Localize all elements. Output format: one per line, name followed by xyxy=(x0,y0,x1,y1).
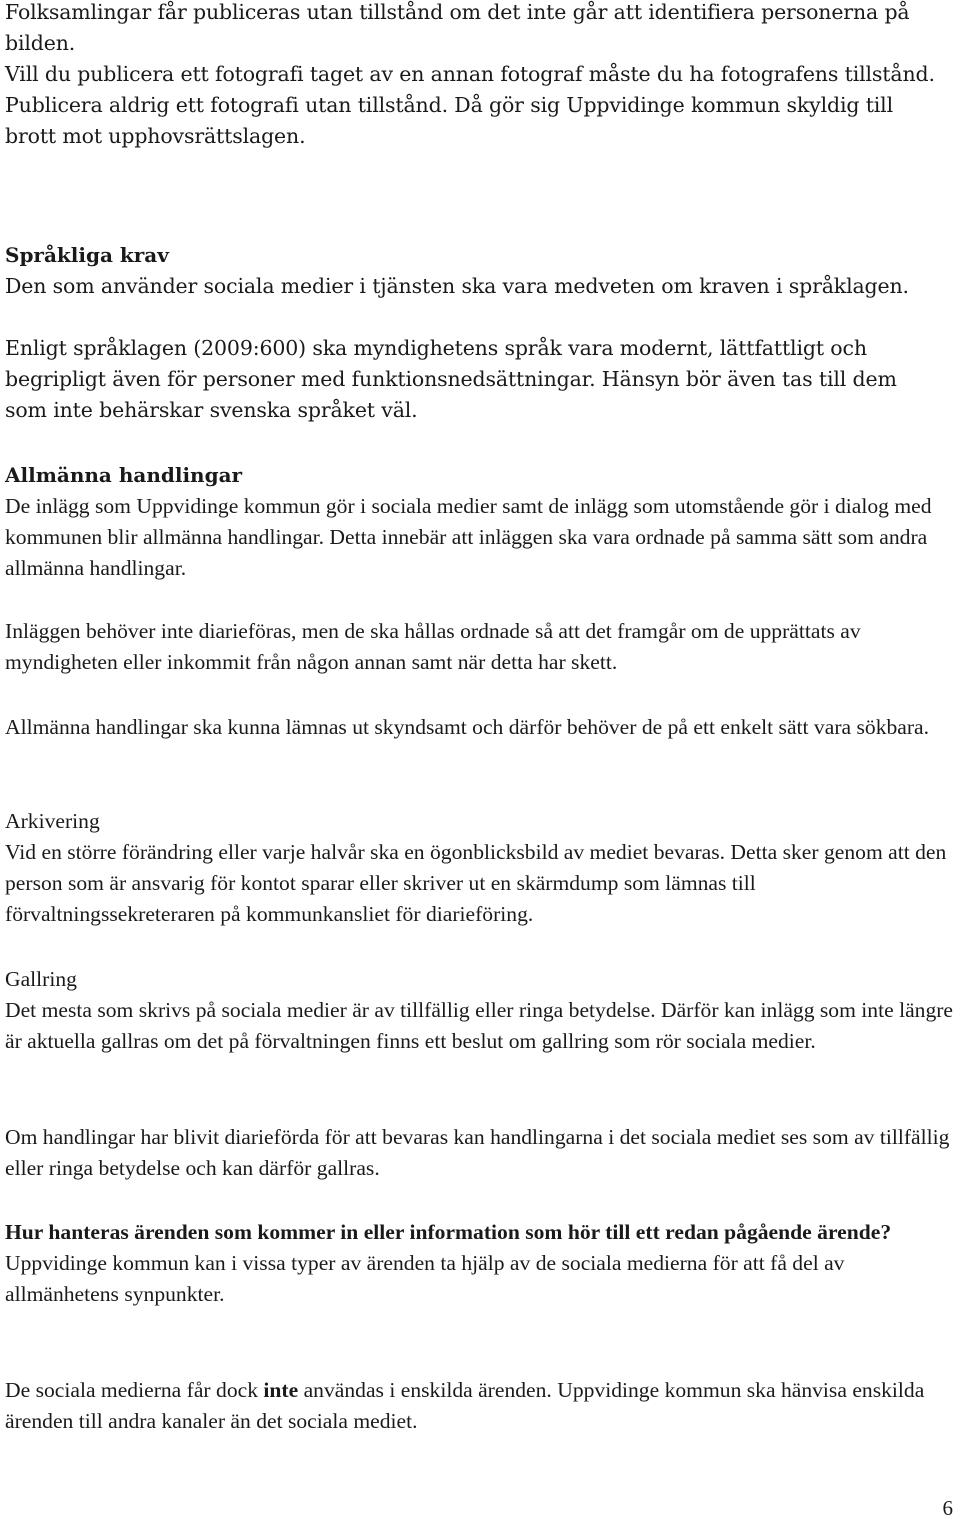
section-arenden xyxy=(5,1217,940,1310)
heading-arenden: Hur hanteras ärenden som kommer in eller information som hör till ett redan pågående ärende? xyxy=(5,1220,892,1244)
emphasis-inte: inte xyxy=(263,1378,299,1402)
paragraph-arenden-1: Uppvidinge kommun kan i vissa typer av ärenden ta hjälp av de sociala medierna för att få del av allmänhetens synpunkter. xyxy=(5,1251,845,1306)
heading-allmanna-handlingar: Allmänna handlingar xyxy=(5,463,243,487)
paragraph-sprakliga-krav-1: Den som använder sociala medier i tjänsten ska vara medveten om kraven i språklagen. xyxy=(5,274,909,298)
paragraph-arenden-2 xyxy=(5,1375,940,1437)
page-number: 6 xyxy=(942,1496,953,1520)
paragraph-allmanna-handlingar-2: Inläggen behöver inte diarieföras, men de ska hållas ordnade så att det framgår om de upprättats av myndigheten eller inkommit från någon annan samt när detta har skett. xyxy=(5,619,861,674)
heading-arkivering: Arkivering xyxy=(5,809,100,833)
section-gallring xyxy=(5,964,960,1057)
paragraph-fotografi: Vill du publicera ett fotografi taget av en annan fotograf måste du ha fotografens tillstånd. Publicera aldrig ett fotografi utan tillstånd. Då gör sig Uppvidinge kommun skyldig till brott mot upphovsrättslagen. xyxy=(5,62,935,148)
section-allmanna-handlingar xyxy=(5,460,955,584)
paragraph-folksamlingar: Folksamlingar får publiceras utan tillstånd om det inte går att identifiera personerna på bilden. xyxy=(5,0,910,55)
heading-sprakliga-krav: Språkliga krav xyxy=(5,243,169,267)
paragraph-arkivering: Vid en större förändring eller varje halvår ska en ögonblicksbild av mediet bevaras. Detta sker genom att den person som är ansvarig för kontot sparar eller skriver ut en skärmdump som lämnas till förvaltningssekreteraren på kommunkansliet för diarieföring. xyxy=(5,840,947,926)
section-sprakliga-krav xyxy=(5,240,955,302)
paragraph-allmanna-handlingar-1: De inlägg som Uppvidinge kommun gör i sociala medier samt de inlägg som utomstående gör i dialog med kommunen blir allmänna handlingar. Detta innebär att inläggen ska vara ordnade på samma sätt som andra allmänna handlingar. xyxy=(5,494,932,580)
paragraph-sprakliga-krav-2: Enligt språklagen (2009:600) ska myndighetens språk vara modernt, lättfattligt och begripligt även för personer med funktionsnedsättningar. Hänsyn bör även tas till dem som inte behärskar svenska språket väl. xyxy=(5,336,897,422)
paragraph-arenden-2-end: användas i enskilda ärenden. Uppvidinge kommun ska hänvisa enskilda ärenden till andra kanaler än det sociala mediet. xyxy=(5,1378,925,1433)
paragraph-arenden-2-start: De sociala medierna får dock xyxy=(5,1378,264,1402)
paragraph-gallring-1: Det mesta som skrivs på sociala medier är av tillfällig eller ringa betydelse. Därför kan inlägg som inte längre är aktuella gallras om det på förvaltningen finns ett beslut om gallring som rör sociala medier. xyxy=(5,998,954,1053)
section-arkivering xyxy=(5,806,955,930)
paragraph-allmanna-handlingar-3: Allmänna handlingar ska kunna lämnas ut skyndsamt och därför behöver de på ett enkelt sätt vara sökbara. xyxy=(5,715,930,739)
heading-gallring: Gallring xyxy=(5,967,77,991)
paragraph-gallring-2: Om handlingar har blivit diarieförda för att bevaras kan handlingarna i det sociala mediet ses som av tillfällig eller ringa betydelse och kan därför gallras. xyxy=(5,1125,950,1180)
